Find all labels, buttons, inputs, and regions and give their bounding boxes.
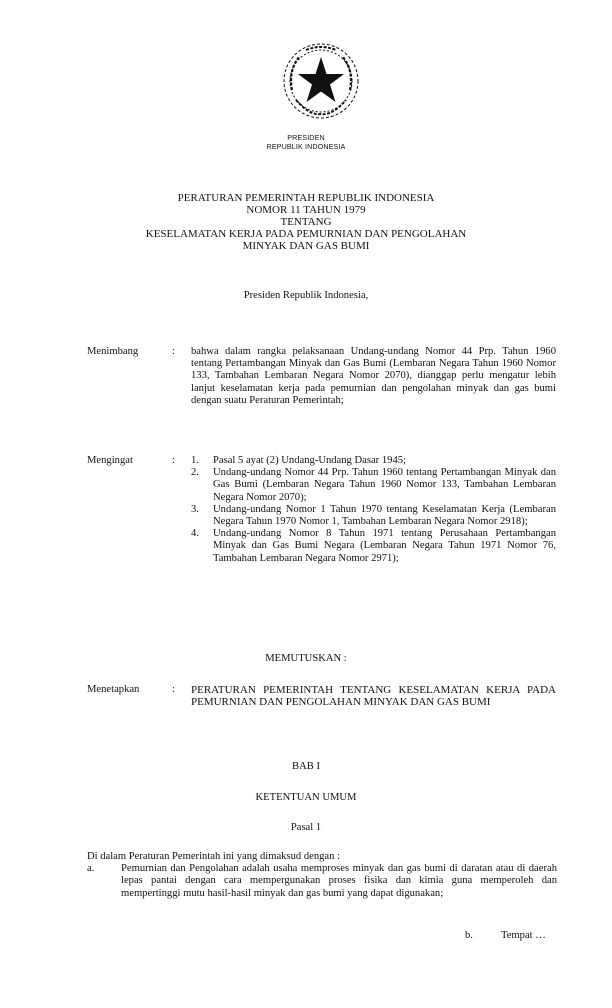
continuation-letter: b. bbox=[465, 930, 473, 941]
definition-item bbox=[87, 863, 557, 900]
mengingat-item bbox=[191, 504, 556, 528]
item-text: Undang-undang Nomor 44 Prp. Tahun 1960 tentang Pertambangan Minyak dan Gas Bumi (Lembaran Negara Tahun 1960 Nomor 133, Tambahan Lembaran Negara Nomor 2070); bbox=[213, 467, 556, 503]
mengingat-list bbox=[191, 455, 556, 565]
item-text: Undang-undang Nomor 8 Tahun 1971 tentang Perusahaan Pertambangan Minyak dan Gas Bumi Negara (Lembaran Negara Tahun 1971 Nomor 76, Tambahan Lembaran Negara Nomor 2971); bbox=[213, 528, 556, 564]
mengingat-item bbox=[191, 528, 556, 565]
bab-title: KETENTUAN UMUM bbox=[255, 792, 357, 803]
regulation-subject-line2: MINYAK DAN GAS BUMI bbox=[242, 240, 370, 252]
garuda-star-emblem-icon bbox=[280, 40, 362, 122]
item-number: 1. bbox=[191, 455, 199, 466]
emblem-caption-republik: REPUBLIK INDONESIA bbox=[266, 142, 346, 151]
definitions-intro: Di dalam Peraturan Pemerintah ini yang dimaksud dengan : bbox=[87, 851, 341, 862]
mengingat-colon: : bbox=[172, 455, 175, 466]
mengingat-label: Mengingat bbox=[87, 455, 133, 466]
definition-text: Pemurnian dan Pengolahan adalah usaha memproses minyak dan gas bumi di daratan atau di daerah lepas pantai dengan cara mempergunakan proses fisika dan kimia guna memperoleh dan mempertinggi mutu hasil-hasil minyak dan gas bumi yang dapat digunakan; bbox=[121, 863, 557, 899]
mengingat-item bbox=[191, 467, 556, 504]
menetapkan-label: Menetapkan bbox=[87, 684, 140, 695]
regulation-number: NOMOR 11 TAHUN 1979 bbox=[246, 204, 366, 216]
continuation-text: Tempat … bbox=[501, 930, 546, 941]
item-text: Undang-undang Nomor 1 Tahun 1970 tentang Keselamatan Kerja (Lembaran Negara Tahun 1970 Nomor 1, Tambahan Lembaran Negara Nomor 2918); bbox=[213, 503, 556, 528]
regulation-tentang: TENTANG bbox=[280, 216, 332, 228]
emblem-caption-presiden: PRESIDEN bbox=[287, 133, 325, 142]
definitions-section bbox=[87, 851, 557, 900]
item-text: Pasal 5 ayat (2) Undang-Undang Dasar 1945; bbox=[213, 455, 406, 466]
item-number: 2. bbox=[191, 467, 199, 479]
pasal-heading: Pasal 1 bbox=[290, 822, 322, 833]
menetapkan-colon: : bbox=[172, 684, 175, 695]
regulation-subject-line1: KESELAMATAN KERJA PADA PEMURNIAN DAN PENGOLAHAN bbox=[145, 228, 467, 240]
item-number: 3. bbox=[191, 503, 199, 515]
bab-heading: BAB I bbox=[292, 761, 320, 772]
regulation-title: PERATURAN PEMERINTAH REPUBLIK INDONESIA bbox=[177, 192, 435, 204]
preamble: Presiden Republik Indonesia, bbox=[243, 290, 369, 301]
definition-letter: a. bbox=[87, 863, 95, 875]
menetapkan-text: PERATURAN PEMERINTAH TENTANG KESELAMATAN KERJA PADA PEMURNIAN DAN PENGOLAHAN MINYAK DAN GAS BUMI bbox=[191, 684, 556, 709]
item-number: 4. bbox=[191, 528, 199, 540]
menimbang-text: bahwa dalam rangka pelaksanaan Undang-undang Nomor 44 Prp. Tahun 1960 tentang Pertambangan Minyak dan Gas Bumi (Lembaran Negara Tahun 1960 Nomor 133, Tambahan Lembaran Negara Nomor 2070), dianggap perlu mengatur lebih lanjut keselamatan kerja pada pemurnian dan pengolahan minyak dan gas bumi dengan suatu Peraturan Pemerintah; bbox=[191, 346, 556, 406]
mengingat-item bbox=[191, 455, 556, 467]
memutuskan-heading: MEMUTUSKAN : bbox=[265, 653, 347, 664]
menimbang-colon: : bbox=[172, 346, 175, 357]
menimbang-label: Menimbang bbox=[87, 346, 139, 357]
